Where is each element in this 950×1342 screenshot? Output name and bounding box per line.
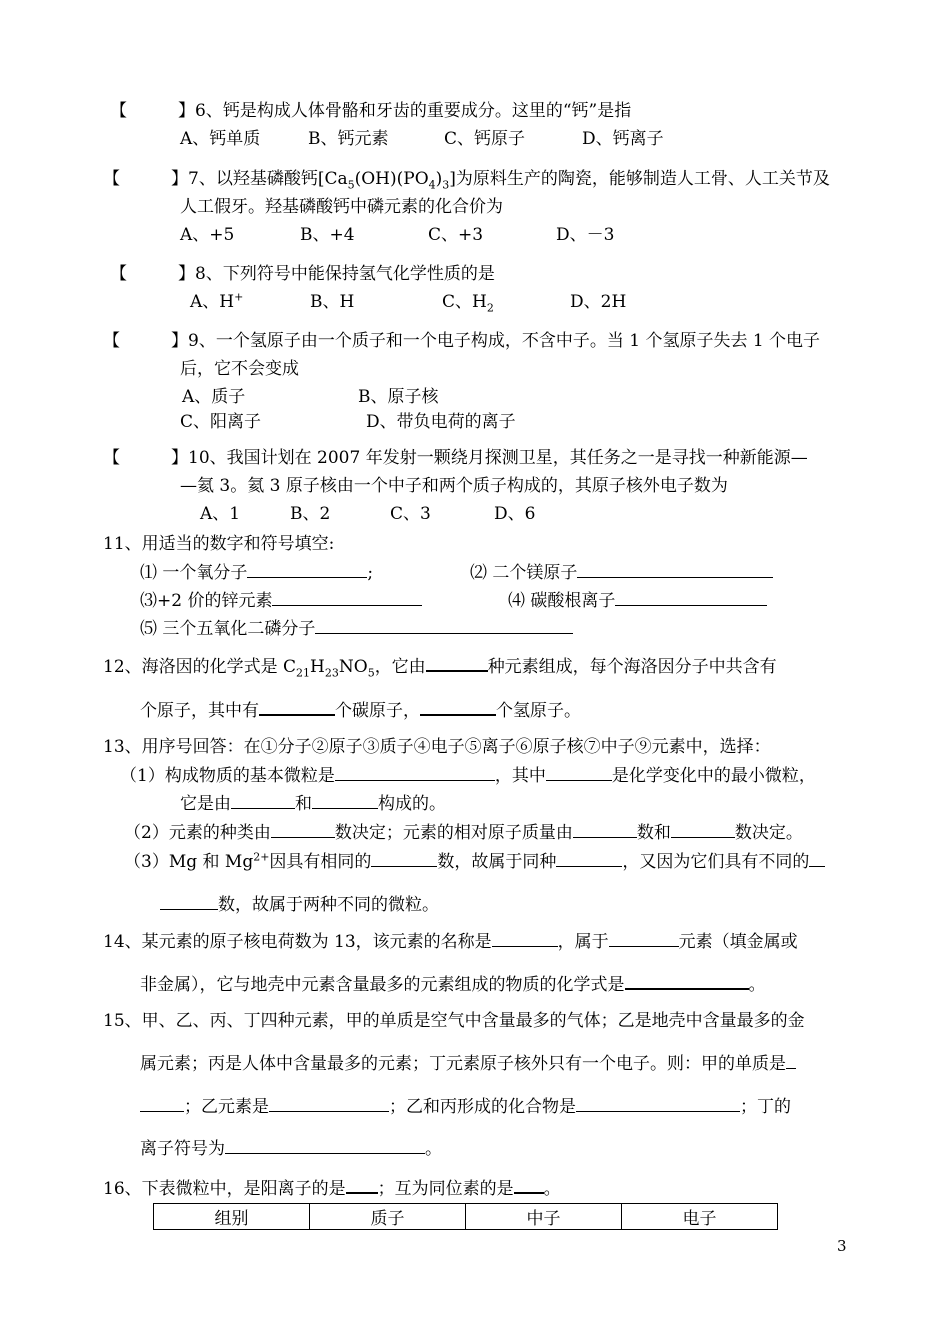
- question-stem: （2）元素的种类由: [124, 823, 271, 843]
- question-stem: 因具有相同的: [269, 852, 372, 872]
- q15-line2: [140, 1052, 796, 1075]
- q13-line5: [160, 893, 439, 916]
- answer-blank[interactable]: [625, 972, 749, 990]
- option-a: [190, 291, 310, 313]
- answer-blank[interactable]: [312, 792, 378, 809]
- table-header-cell: 电子: [622, 1204, 778, 1230]
- q13-line2: [180, 792, 446, 815]
- q8-options: [190, 291, 626, 313]
- question-stem: ，属于: [557, 932, 609, 952]
- option-d: D、－3: [556, 225, 615, 245]
- answer-blank[interactable]: [577, 561, 773, 578]
- answer-blank[interactable]: [671, 821, 735, 838]
- q11-row1: [140, 561, 373, 584]
- question-stem: 。: [425, 1139, 442, 1159]
- option-a: A、钙单质: [180, 129, 261, 149]
- option-d: D、2H: [570, 292, 627, 312]
- answer-blank[interactable]: [225, 1137, 425, 1154]
- subscript: 5: [367, 666, 375, 680]
- question-stem: 和: [295, 794, 312, 814]
- question-stem: 7、以羟基磷酸钙[Ca: [188, 169, 348, 189]
- q15-line3: [140, 1095, 791, 1118]
- question-stem: 个氢原子。: [496, 701, 581, 721]
- superscript: 2+: [253, 850, 270, 864]
- question-stem: 6、钙是构成人体骨骼和牙齿的重要成分。这里的“钙”是指: [195, 101, 632, 121]
- subscript: 5: [347, 178, 355, 192]
- option-d: D、带负电荷的离子: [366, 412, 516, 432]
- q9-options-row1: [182, 386, 439, 408]
- q12-line2: [140, 698, 581, 722]
- question-stem: 它是由: [180, 794, 231, 814]
- option-b: B、2: [290, 504, 331, 524]
- subscript: 21: [296, 666, 311, 680]
- q10-line1: [103, 447, 808, 469]
- answer-blank[interactable]: [546, 764, 612, 781]
- question-stem: 属元素；丙是人体中含量最多的元素；丁元素原子核外只有一个电子。则：甲的单质是: [140, 1054, 786, 1074]
- question-stem: 离子符号为: [140, 1139, 225, 1159]
- q7-line2: 人工假牙。羟基磷酸钙中磷元素的化合价为: [180, 197, 503, 217]
- option-a: A、1: [200, 504, 241, 524]
- subscript: 3: [442, 178, 450, 192]
- answer-blank[interactable]: [346, 1176, 378, 1194]
- q7-line1: [103, 168, 830, 190]
- question-stem: ): [435, 169, 443, 189]
- option-c: C、3: [390, 504, 431, 524]
- question-stem: 数决定；元素的相对原子质量由: [334, 823, 573, 843]
- table-header-cell: 中子: [466, 1204, 622, 1230]
- q6-line1: [110, 100, 631, 122]
- q11-row2b: [508, 589, 767, 612]
- table-header-cell: 组别: [154, 1204, 310, 1230]
- option-c: C、+3: [428, 225, 484, 245]
- fill-item: ⑵ 二个镁原子: [470, 563, 578, 583]
- answer-blank[interactable]: [160, 893, 218, 910]
- page-number: 3: [837, 1237, 847, 1255]
- question-stem: 非金属），它与地壳中元素含量最多的元素组成的物质的化学式是: [140, 975, 625, 995]
- question-stem: ]为原料生产的陶瓷，能够制造人工骨、人工关节及: [449, 169, 830, 189]
- fill-item: ;: [367, 563, 374, 583]
- option-c: C、阳离子: [180, 412, 262, 432]
- answer-blank[interactable]: [420, 698, 496, 716]
- question-stem: 12、海洛因的化学式是 C: [103, 657, 297, 677]
- subscript: 2: [486, 301, 494, 315]
- question-stem: 是化学变化中的最小微粒，: [611, 766, 816, 786]
- answer-bracket: 【 】: [110, 101, 195, 121]
- answer-bracket: 【 】: [103, 169, 188, 189]
- question-stem: 个原子，其中有: [140, 701, 259, 721]
- superscript: +: [234, 290, 244, 304]
- question-stem: ，其中: [494, 766, 546, 786]
- question-stem: 构成的。: [378, 794, 446, 814]
- q11-row1b: [470, 561, 773, 584]
- q13-line4: [124, 850, 825, 873]
- answer-blank[interactable]: [272, 589, 422, 606]
- q7-options: [180, 224, 614, 246]
- answer-bracket: 【 】: [103, 448, 188, 468]
- q9-line1: [103, 330, 820, 352]
- question-stem: 数和: [636, 823, 671, 843]
- option-c: C、钙原子: [444, 129, 526, 149]
- fill-item: ⑴ 一个氧分子: [140, 563, 248, 583]
- answer-blank[interactable]: [809, 850, 825, 867]
- answer-blank[interactable]: [259, 698, 335, 716]
- q10-line2: —氦 3。氦 3 原子核由一个中子和两个质子构成的，其原子核外电子数为: [180, 476, 728, 496]
- answer-blank[interactable]: [514, 1176, 544, 1194]
- question-stem: 元素（填金属或: [678, 932, 798, 952]
- question-stem: 数，故属于同种: [437, 852, 557, 872]
- q11-row3: [140, 617, 573, 640]
- question-stem: ，又因为它们具有不同的: [622, 852, 810, 872]
- q9-options-row2: [180, 411, 516, 433]
- option-b: B、原子核: [358, 387, 439, 407]
- question-stem: H: [310, 657, 325, 677]
- answer-blank[interactable]: [426, 654, 488, 672]
- table-header-cell: 质子: [310, 1204, 466, 1230]
- answer-blank[interactable]: [615, 589, 767, 606]
- fill-item: ⑶+2 价的锌元素: [140, 591, 273, 611]
- q15-line1: 15、甲、乙、丙、丁四种元素，甲的单质是空气中含量最多的气体；乙是地壳中含量最多的金: [103, 1011, 805, 1031]
- answer-blank[interactable]: [573, 821, 637, 838]
- q14-line2: [140, 972, 766, 996]
- answer-bracket: 【 】: [103, 331, 188, 351]
- option-a: A、+5: [180, 225, 235, 245]
- answer-blank[interactable]: [271, 821, 335, 838]
- fill-item: ⑸ 三个五氧化二磷分子: [140, 619, 316, 639]
- q13-line3: [124, 821, 803, 844]
- option-b: B、H: [310, 292, 355, 312]
- q16-line1: [103, 1176, 561, 1200]
- answer-blank[interactable]: [247, 561, 367, 578]
- answer-blank[interactable]: [231, 792, 295, 809]
- q13-line1: [120, 764, 816, 787]
- question-stem: 数决定。: [734, 823, 803, 843]
- answer-blank[interactable]: [371, 850, 437, 867]
- q9-line2: 后，它不会变成: [180, 359, 299, 379]
- option-b: B、钙元素: [308, 129, 389, 149]
- subscript: 4: [428, 178, 436, 192]
- answer-bracket: 【 】: [110, 264, 195, 284]
- question-stem: ，它由: [374, 657, 426, 677]
- answer-blank[interactable]: [140, 1095, 184, 1112]
- question-stem: 数，故属于两种不同的微粒。: [218, 895, 439, 915]
- q15-line4: [140, 1137, 442, 1160]
- question-stem: （3）Mg 和 Mg: [124, 852, 254, 872]
- question-stem: 。: [543, 1179, 561, 1199]
- question-stem: 个碳原子，: [335, 701, 420, 721]
- q14-line1: [103, 930, 798, 953]
- question-stem: 14、某元素的原子核电荷数为 13，该元素的名称是: [103, 932, 492, 952]
- q12-line1: [103, 654, 777, 678]
- question-stem: ；乙和丙形成的化合物是: [389, 1097, 576, 1117]
- question-stem: NO: [338, 657, 368, 677]
- q8-line1: [110, 263, 495, 285]
- option-text: A、H: [190, 292, 235, 312]
- question-stem: 10、我国计划在 2007 年发射一颗绕月探测卫星，其任务之一是寻找一种新能源—: [188, 448, 808, 468]
- q10-options: [200, 503, 535, 525]
- answer-blank[interactable]: [492, 930, 558, 947]
- answer-blank[interactable]: [335, 764, 495, 781]
- question-stem: （1）构成物质的基本微粒是: [120, 766, 335, 786]
- answer-blank[interactable]: [786, 1052, 796, 1069]
- answer-blank[interactable]: [556, 850, 622, 867]
- option-a: A、质子: [182, 387, 246, 407]
- answer-blank[interactable]: [576, 1095, 740, 1112]
- answer-blank[interactable]: [315, 617, 573, 634]
- question-stem: ；互为同位素的是: [377, 1179, 514, 1199]
- q6-options: [180, 128, 664, 150]
- question-stem: 8、下列符号中能保持氢气化学性质的是: [195, 264, 495, 284]
- option-text: C、H: [442, 292, 487, 312]
- q11-title: 11、用适当的数字和符号填空:: [103, 534, 335, 554]
- question-stem: 。: [748, 975, 766, 995]
- q13-title: 13、用序号回答：在①分子②原子③质子④电子⑤离子⑥原子核⑦中子⑨元素中，选择：: [103, 737, 771, 757]
- option-d: D、钙离子: [582, 129, 664, 149]
- option-d: D、6: [494, 504, 536, 524]
- option-b: B、+4: [300, 225, 355, 245]
- answer-blank[interactable]: [269, 1095, 389, 1112]
- particle-table: [153, 1203, 778, 1230]
- question-stem: 9、一个氢原子由一个质子和一个电子构成，不含中子。当 1 个氢原子失去 1 个电子: [188, 331, 821, 351]
- q11-row2: [140, 589, 422, 612]
- question-stem: ；乙元素是: [184, 1097, 269, 1117]
- table-header-row: [154, 1204, 778, 1230]
- fill-item: ⑷ 碳酸根离子: [508, 591, 616, 611]
- subscript: 23: [324, 666, 339, 680]
- answer-blank[interactable]: [609, 930, 679, 947]
- option-c: [442, 291, 570, 313]
- question-stem: (OH)(PO: [354, 169, 429, 189]
- question-stem: 16、下表微粒中，是阳离子的是: [103, 1179, 346, 1199]
- question-stem: ；丁的: [740, 1097, 791, 1117]
- question-stem: 种元素组成，每个海洛因分子中共含有: [487, 657, 777, 677]
